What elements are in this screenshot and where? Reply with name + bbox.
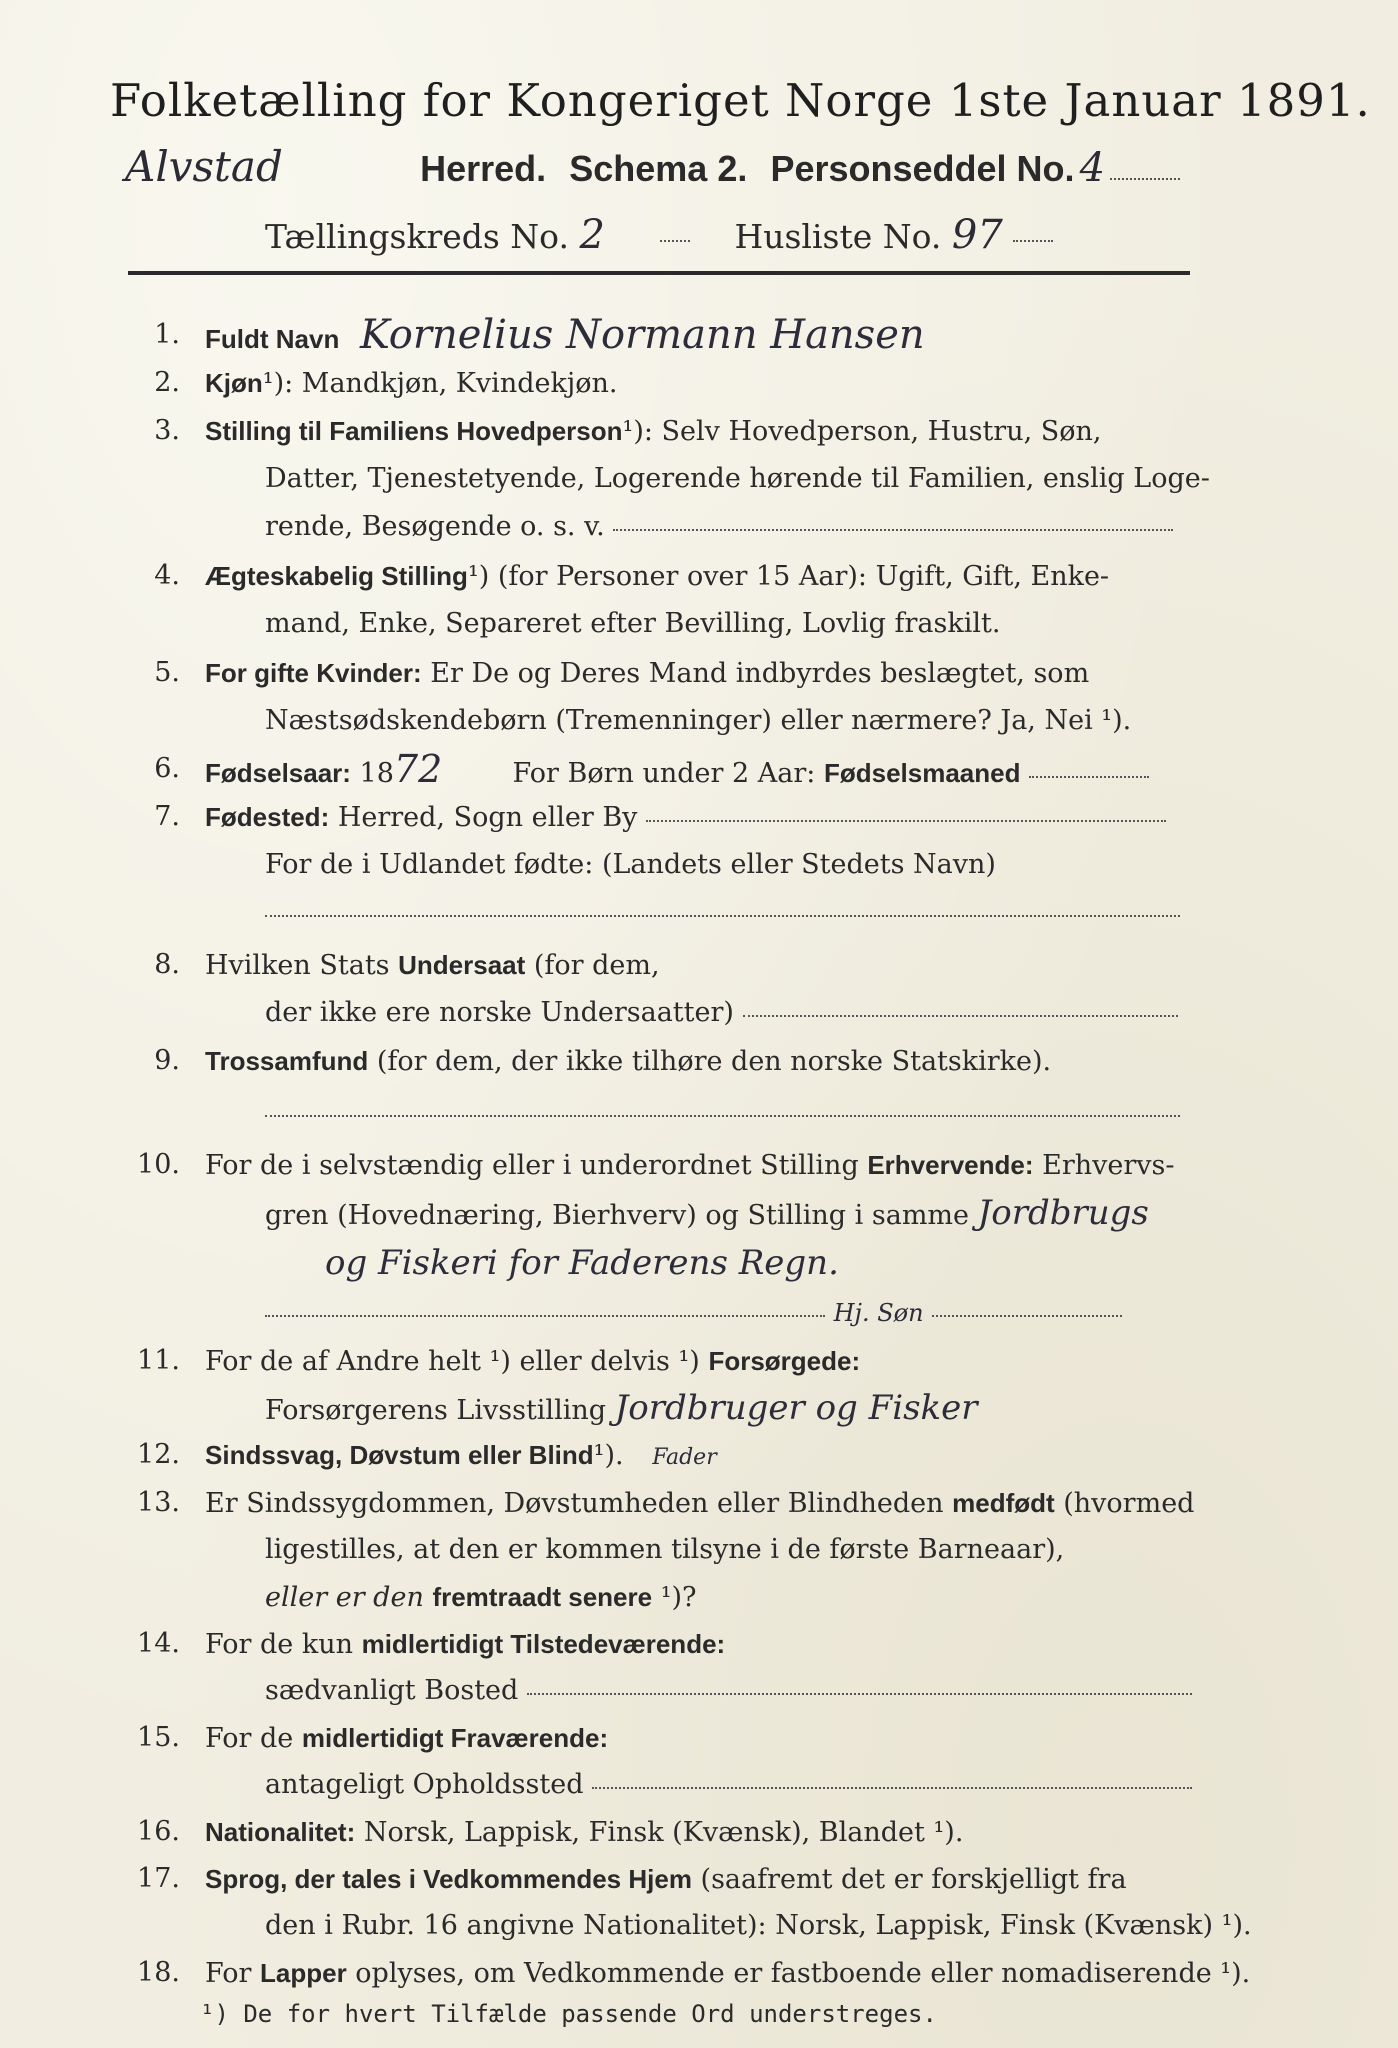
field-label: Sprog, der tales i Vedkommendes Hjem [205,1864,692,1894]
row-number: 10. [137,1149,180,1180]
field-text-line3: rende, Besøgende o. s. v. [265,511,605,542]
row-text [205,1338,1190,1385]
dotted-leader [265,1311,825,1317]
field-label: Undersaat [398,950,526,980]
field-label: For gifte Kvinder: [205,658,422,688]
row-number: 13. [137,1487,180,1518]
row-text [205,746,1190,797]
row-number: 5. [154,657,180,688]
field-text: Herred, Sogn eller By [337,802,638,833]
field-text-post: oplyses, om Vedkommende er fastboende eller nomadiserende ¹). [355,1958,1251,1989]
row-text [205,1621,1190,1668]
field-text: Er Sindssygdommen, Døvstumheden eller Blindheden [205,1488,944,1519]
occupation-value-2: og Fiskeri for Faderens Regn. [325,1243,839,1283]
husliste-label: Husliste No. [734,217,942,256]
row-number: 8. [154,949,180,980]
row-text [265,1190,1190,1239]
row-text [205,408,1190,455]
row-number: 15. [137,1722,180,1753]
row-text [205,553,1190,600]
row-text [205,1950,1251,1997]
herred-label: Herred. [420,148,547,189]
field-label: Erhvervende: [867,1150,1034,1180]
field-text-line2: den i Rubr. 16 angivne Nationalitet): Norsk, Lappisk, Finsk (Kvænsk) ¹). [265,1910,1252,1941]
field-text: (for dem, der ikke tilhøre den norske Statskirke). [376,1046,1052,1077]
field-label: medfødt [952,1488,1055,1518]
dotted-leader [265,1111,1180,1117]
row-number: 1. [154,319,180,350]
row-text [265,1240,1190,1289]
dotted-leader [1110,174,1180,180]
row-text [265,990,1190,1036]
field-text: For de af Andre helt ¹) eller delvis ¹) [205,1346,700,1377]
dotted-leader [592,1783,1192,1789]
occupation-value: Jordbrugs [977,1193,1149,1233]
dotted-leader [265,911,1180,917]
field-label: midlertidigt Fraværende: [301,1723,609,1753]
field-text-post: Erhvervs- [1042,1150,1175,1181]
row-text [265,890,1190,936]
provider-occupation-value: Jordbruger og Fisker [614,1388,978,1428]
field-label: Sindssvag, Døvstum eller Blind [205,1440,594,1470]
row-text [265,1762,1190,1808]
row-text [205,1856,1190,1903]
row-number: 4. [154,560,180,591]
row-number: 11. [137,1345,180,1376]
row-number: 7. [154,801,180,832]
row-number: 18. [137,1957,180,1988]
field-text: For de kun [205,1629,353,1660]
field-text: ¹). [593,1440,624,1471]
row-text [265,1090,1190,1136]
field-text-line3-post: ¹)? [660,1582,697,1613]
full-name-value: Kornelius Normann Hansen [359,312,925,358]
header-divider [128,271,1190,275]
row-text [205,360,1190,407]
field-label-line3: fremtraadt senere [432,1582,653,1612]
form-title: Folketælling for Kongeriget Norge 1ste Januar 1891. [110,74,1371,127]
field-label: Stilling til Familiens Hovedperson [205,416,623,446]
schema-label: Schema 2. [569,148,748,189]
row-text [205,312,1190,363]
footnote: ¹) De for hvert Tilfælde passende Ord understreges. [200,2000,937,2028]
field-text: Hvilken Stats [205,950,390,981]
field-text-line2: sædvanligt Bosted [265,1675,519,1706]
field-label: Fødselsaar: [205,758,351,788]
field-text: (saafremt det er forskjelligt fra [700,1864,1127,1895]
field-text-line2: der ikke ere norske Undersaatter) [265,997,734,1028]
field-text: Er De og Deres Mand indbyrdes beslægtet, som [430,658,1090,689]
field-text: ¹): Selv Hovedperson, Hustru, Søn, [622,416,1102,447]
row-text [265,1290,1190,1336]
field-text-line2: mand, Enke, Separeret efter Bevilling, Lovlig fraskilt. [265,608,1001,639]
row-number: 12. [137,1439,180,1470]
birth-year-prefix: 18 [359,758,394,789]
field-label: Lapper [260,1958,347,1988]
dotted-leader [613,525,1173,531]
kreds-value: 2 [579,212,605,258]
field-label: Kjøn [205,368,263,398]
row-text [265,1668,1190,1714]
dotted-leader [932,1311,1122,1317]
dotted-leader [646,816,1166,822]
husliste-value: 97 [951,212,1003,258]
field-text: ¹): Mandkjøn, Kvindekjøn. [262,368,618,399]
row-text [205,1809,1190,1856]
row-text [205,1432,1190,1481]
field-text: Norsk, Lappisk, Finsk (Kvænsk), Blandet ¹). [363,1817,964,1848]
field-text: ¹) (for Personer over 15 Aar): Ugift, Gift, Enke- [467,561,1110,592]
kreds-label: Tællingskreds No. [265,217,569,256]
field-text-line2: For de i Udlandet fødte: (Landets eller Stedets Navn) [265,849,996,880]
occupation-value-3: Hj. Søn [833,1299,924,1327]
herred-handwritten-value: Alvstad [125,142,283,191]
field-label: Ægteskabelig Stilling [205,561,468,591]
field-label: Nationalitet: [205,1817,356,1847]
dotted-leader [743,1011,1178,1017]
field-text-line2: gren (Hovednæring, Bierhverv) og Stilling i samme [265,1200,970,1231]
dotted-leader [1013,236,1053,242]
row-text [205,794,1190,841]
field-text-line2: antageligt Opholdssted [265,1769,584,1800]
row-text [205,650,1190,697]
header-row-herred [125,142,1225,202]
field-label: midlertidigt Tilstedeværende: [361,1629,726,1659]
row-number: 17. [137,1863,180,1894]
field-label-2: Fødselsmaaned [823,758,1021,788]
personseddel-label: Personseddel No. [770,148,1075,189]
row-text [205,1715,1190,1762]
row-text [205,1038,1190,1085]
row-number: 6. [154,753,180,784]
field-text: For de i selvstændig eller i underordnet Stilling [205,1150,859,1181]
header-row-kreds [265,212,1165,268]
field-label: Forsørgede: [708,1346,861,1376]
dotted-leader [527,1689,1192,1695]
field-text-post: (hvormed [1063,1488,1195,1519]
row-number: 9. [154,1045,180,1076]
dotted-leader [660,236,690,242]
field-text-post: (for dem, [533,950,660,981]
dotted-leader [1029,772,1149,778]
row-text [265,504,1190,550]
row-text [265,1385,1190,1434]
row-number: 16. [137,1816,180,1847]
field-text: For Børn under 2 Aar: [512,758,816,789]
field-text: For de [205,1723,294,1754]
row-number: 3. [154,415,180,446]
field-text: For [205,1958,252,1989]
field-label: Fødested: [205,802,330,832]
personseddel-value: 4 [1079,145,1106,191]
birth-year-value: 72 [393,747,443,791]
field-text-line2: ligestilles, at den er kommen tilsyne i de første Barneaar), [265,1534,1065,1565]
row-text [205,1142,1190,1189]
row-text [205,942,1190,989]
row-number: 2. [154,367,180,398]
row-number: 14. [137,1628,180,1659]
provider-relation-value: Fader [652,1445,717,1470]
field-text-line3-pre: eller er den [265,1582,424,1613]
field-label: Fuldt Navn [205,324,340,354]
row-text [205,1480,1195,1527]
row-text [265,1574,1190,1621]
field-text-line2: Næstsødskendebørn (Tremenninger) eller nærmere? Ja, Nei ¹). [265,705,1132,736]
field-text-line2: Forsørgerens Livsstilling [265,1395,607,1426]
field-label: Trossamfund [205,1046,369,1076]
field-text-line2: Datter, Tjenestetyende, Logerende hørende til Familien, enslig Loge- [265,463,1210,494]
